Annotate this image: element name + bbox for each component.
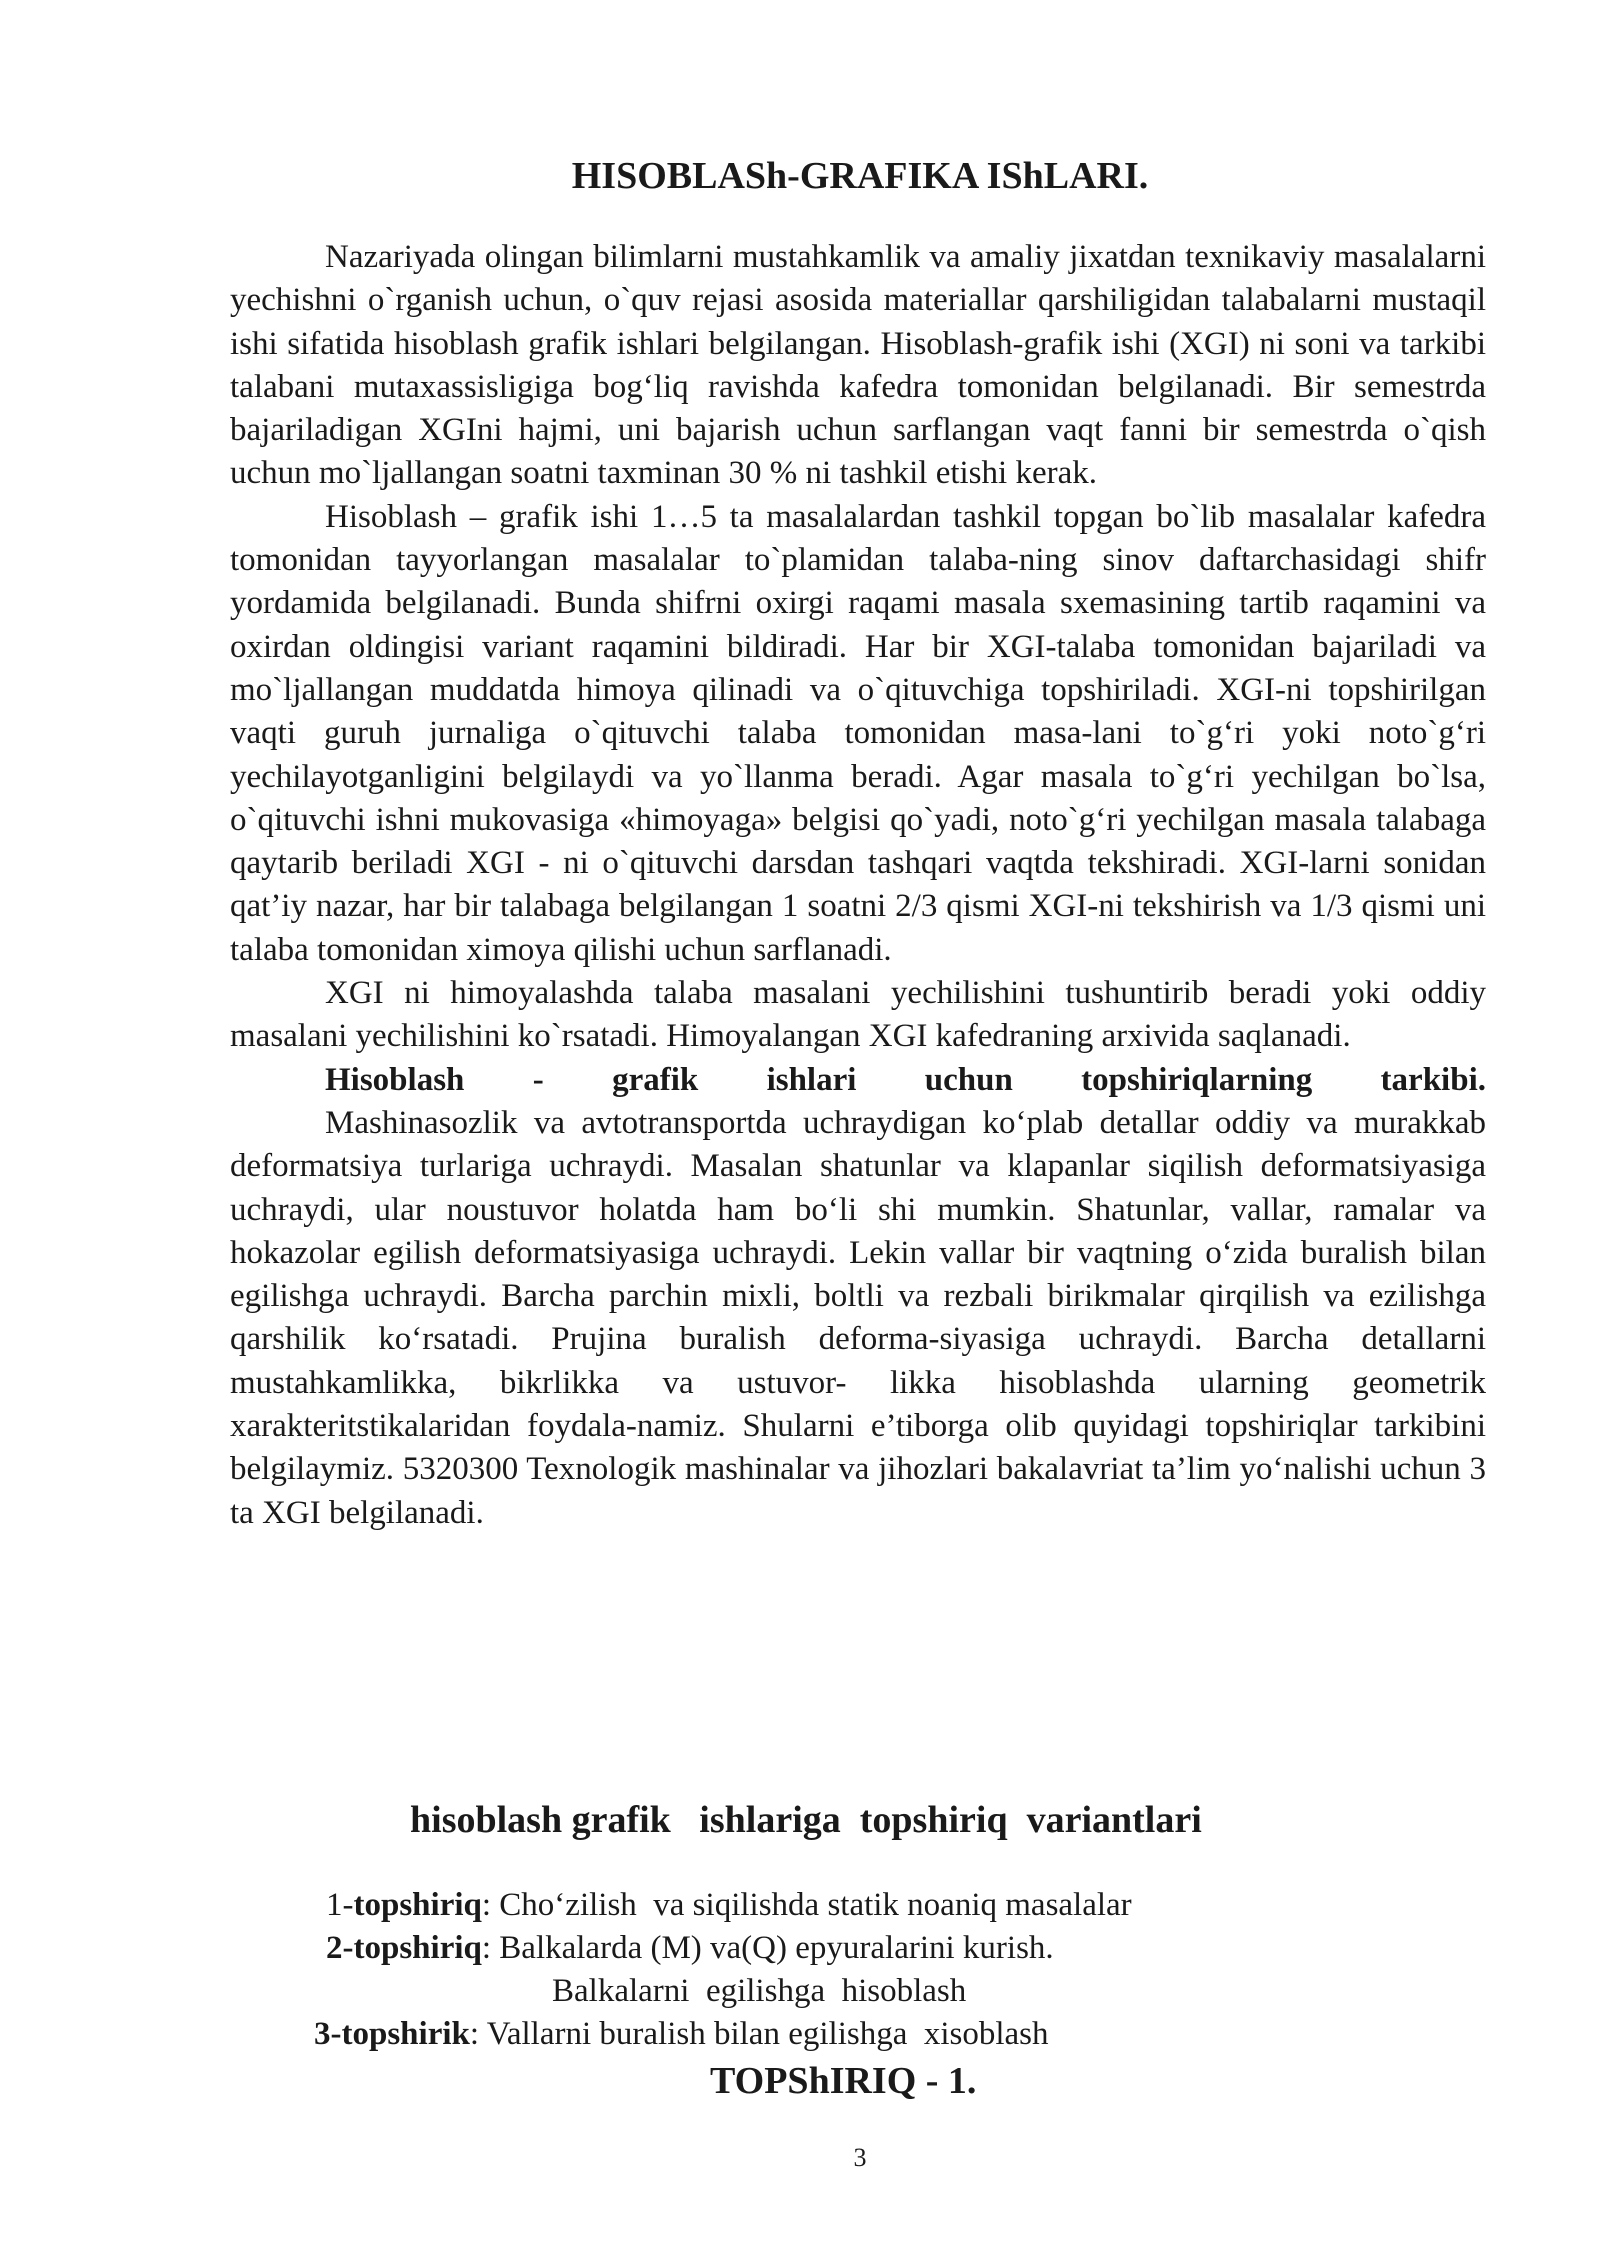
body-text: [230, 236, 1486, 1535]
task-3: [314, 2013, 1049, 2056]
section-heading: hisoblash grafik ishlariga topshiriq variantlari: [410, 1799, 1202, 1841]
task-2-prefix: 2-: [326, 1930, 354, 1966]
task-3-text: : Vallarni buralish bilan egilishga xisoblash: [469, 2016, 1049, 2052]
paragraph-1: Nazariyada olingan bilimlarni mustahkamlik va amaliy jixatdan texnikaviy masalalarni yechishni o`rganish uchun, o`quv rejasi asosida materiallar qarshiligidan talabalarni mustaqil ishi sifatida hisoblash grafik ishlari belgilangan. Hisoblash-grafik ishi (XGI) ni soni va tarkibi talabani mutaxassisligiga bog‘liq ravishda kafedra tomonidan belgilanadi. Bir semestrda bajariladigan XGIni hajmi, uni bajarish uchun sarflangan vaqt fanni bir semestrda o`qish uchun mo`ljallangan soatni taxminan 30 % ni tashkil etishi kerak.: [230, 239, 1486, 492]
task-1-text: : Cho‘zilish va siqilishda statik noaniq masalalar: [481, 1887, 1132, 1923]
task-2-label: topshiriq: [353, 1930, 482, 1966]
task-3-label: topshirik: [341, 2016, 470, 2052]
task-3-prefix: 3-: [314, 2016, 342, 2052]
page-title: HISOBLASh-GRAFIKA IShLARI.: [571, 155, 1149, 197]
task-1-prefix: 1-: [326, 1887, 354, 1923]
task-2-continuation: Balkalarni egilishga hisoblash: [552, 1973, 967, 2009]
subheading: Hisoblash - grafik ishlari uchun topshiriqlarning tarkibi.: [325, 1061, 1486, 1098]
paragraph-3: XGI ni himoyalashda talaba masalani yechilishini tushuntirib beradi yoki oddiy masalani yechilishini ko`rsatadi. Himoyalangan XGI kafedraning arxivida saqlanadi.: [230, 975, 1486, 1055]
task-2: [326, 1927, 1054, 1970]
paragraph-4: Mashinasozlik va avtotransportda uchraydigan ko‘plab detallar oddiy va murakkab deformatsiya turlariga uchraydi. Masalan shatunlar va klapanlar siqilish deformatsiyasiga uchraydi, ular noustuvor holatda ham bo‘li shi mumkin. Shatunlar, vallar, ramalar va hokazolar egilish deformatsiyasiga uchraydi. Lekin vallar bir vaqtning o‘zida buralish bilan egilishga uchraydi. Barcha parchin mixli, boltli va rezbali birikmalar qirqilish va ezilishga qarshilik ko‘rsatadi. Prujina buralish deforma-siyasiga uchraydi. Barcha detallarni mustahkamlikka, bikrlikka va ustuvor- likka hisoblashda ularning geometrik xarakteritstikalaridan foydala-namiz. Shularni e’tiborga olib quyidagi topshiriqlar tarkibini belgilaymiz. 5320300 Texnologik mashinalar va jihozlari bakalavriat ta’lim yo‘nalishi uchun 3 ta XGI belgilanadi.: [230, 1104, 1486, 1531]
task-2-text: : Balkalarda (M) va(Q) epyuralarini kurish.: [481, 1930, 1054, 1966]
page-number: 3: [853, 2143, 867, 2172]
task-1-label: topshiriq: [353, 1887, 482, 1923]
paragraph-2: Hisoblash – grafik ishi 1…5 ta masalalardan tashkil topgan bo`lib masalalar kafedra tomonidan tayyorlangan masalalar to`plamidan talaba-ning sinov daftarchasidagi shifr yordamida belgilanadi. Bunda shifrni oxirgi raqami masala sxemasining tartib raqamini va oxirdan oldingisi variant raqamini bildiradi. Har bir XGI-talaba tomonidan bajariladi va mo`ljallangan muddatda himoya qilinadi va o`qituvchiga topshiriladi. XGI-ni topshirilgan vaqti guruh jurnaliga o`qituvchi talaba tomonidan masa-lani to`g‘ri yoki noto`g‘ri yechilayotganligini belgilaydi va yo`llanma beradi. Agar masala to`g‘ri yechilgan bo`lsa, o`qituvchi ishni mukovasiga «himoyaga» belgisi qo`yadi, noto`g‘ri yechilgan masala talabaga qaytarib beriladi XGI - ni o`qituvchi darsdan tashqari vaqtda tekshiradi. XGI-larni sonidan qat’iy nazar, har bir talabaga belgilangan 1 soatni 2/3 qismi XGI-ni tekshirish va 1/3 qismi uni talaba tomonidan ximoya qilishi uchun sarflanadi.: [230, 498, 1486, 968]
task-1: [326, 1884, 1132, 1927]
topshiriq-title: TOPShIRIQ - 1.: [710, 2060, 977, 2102]
